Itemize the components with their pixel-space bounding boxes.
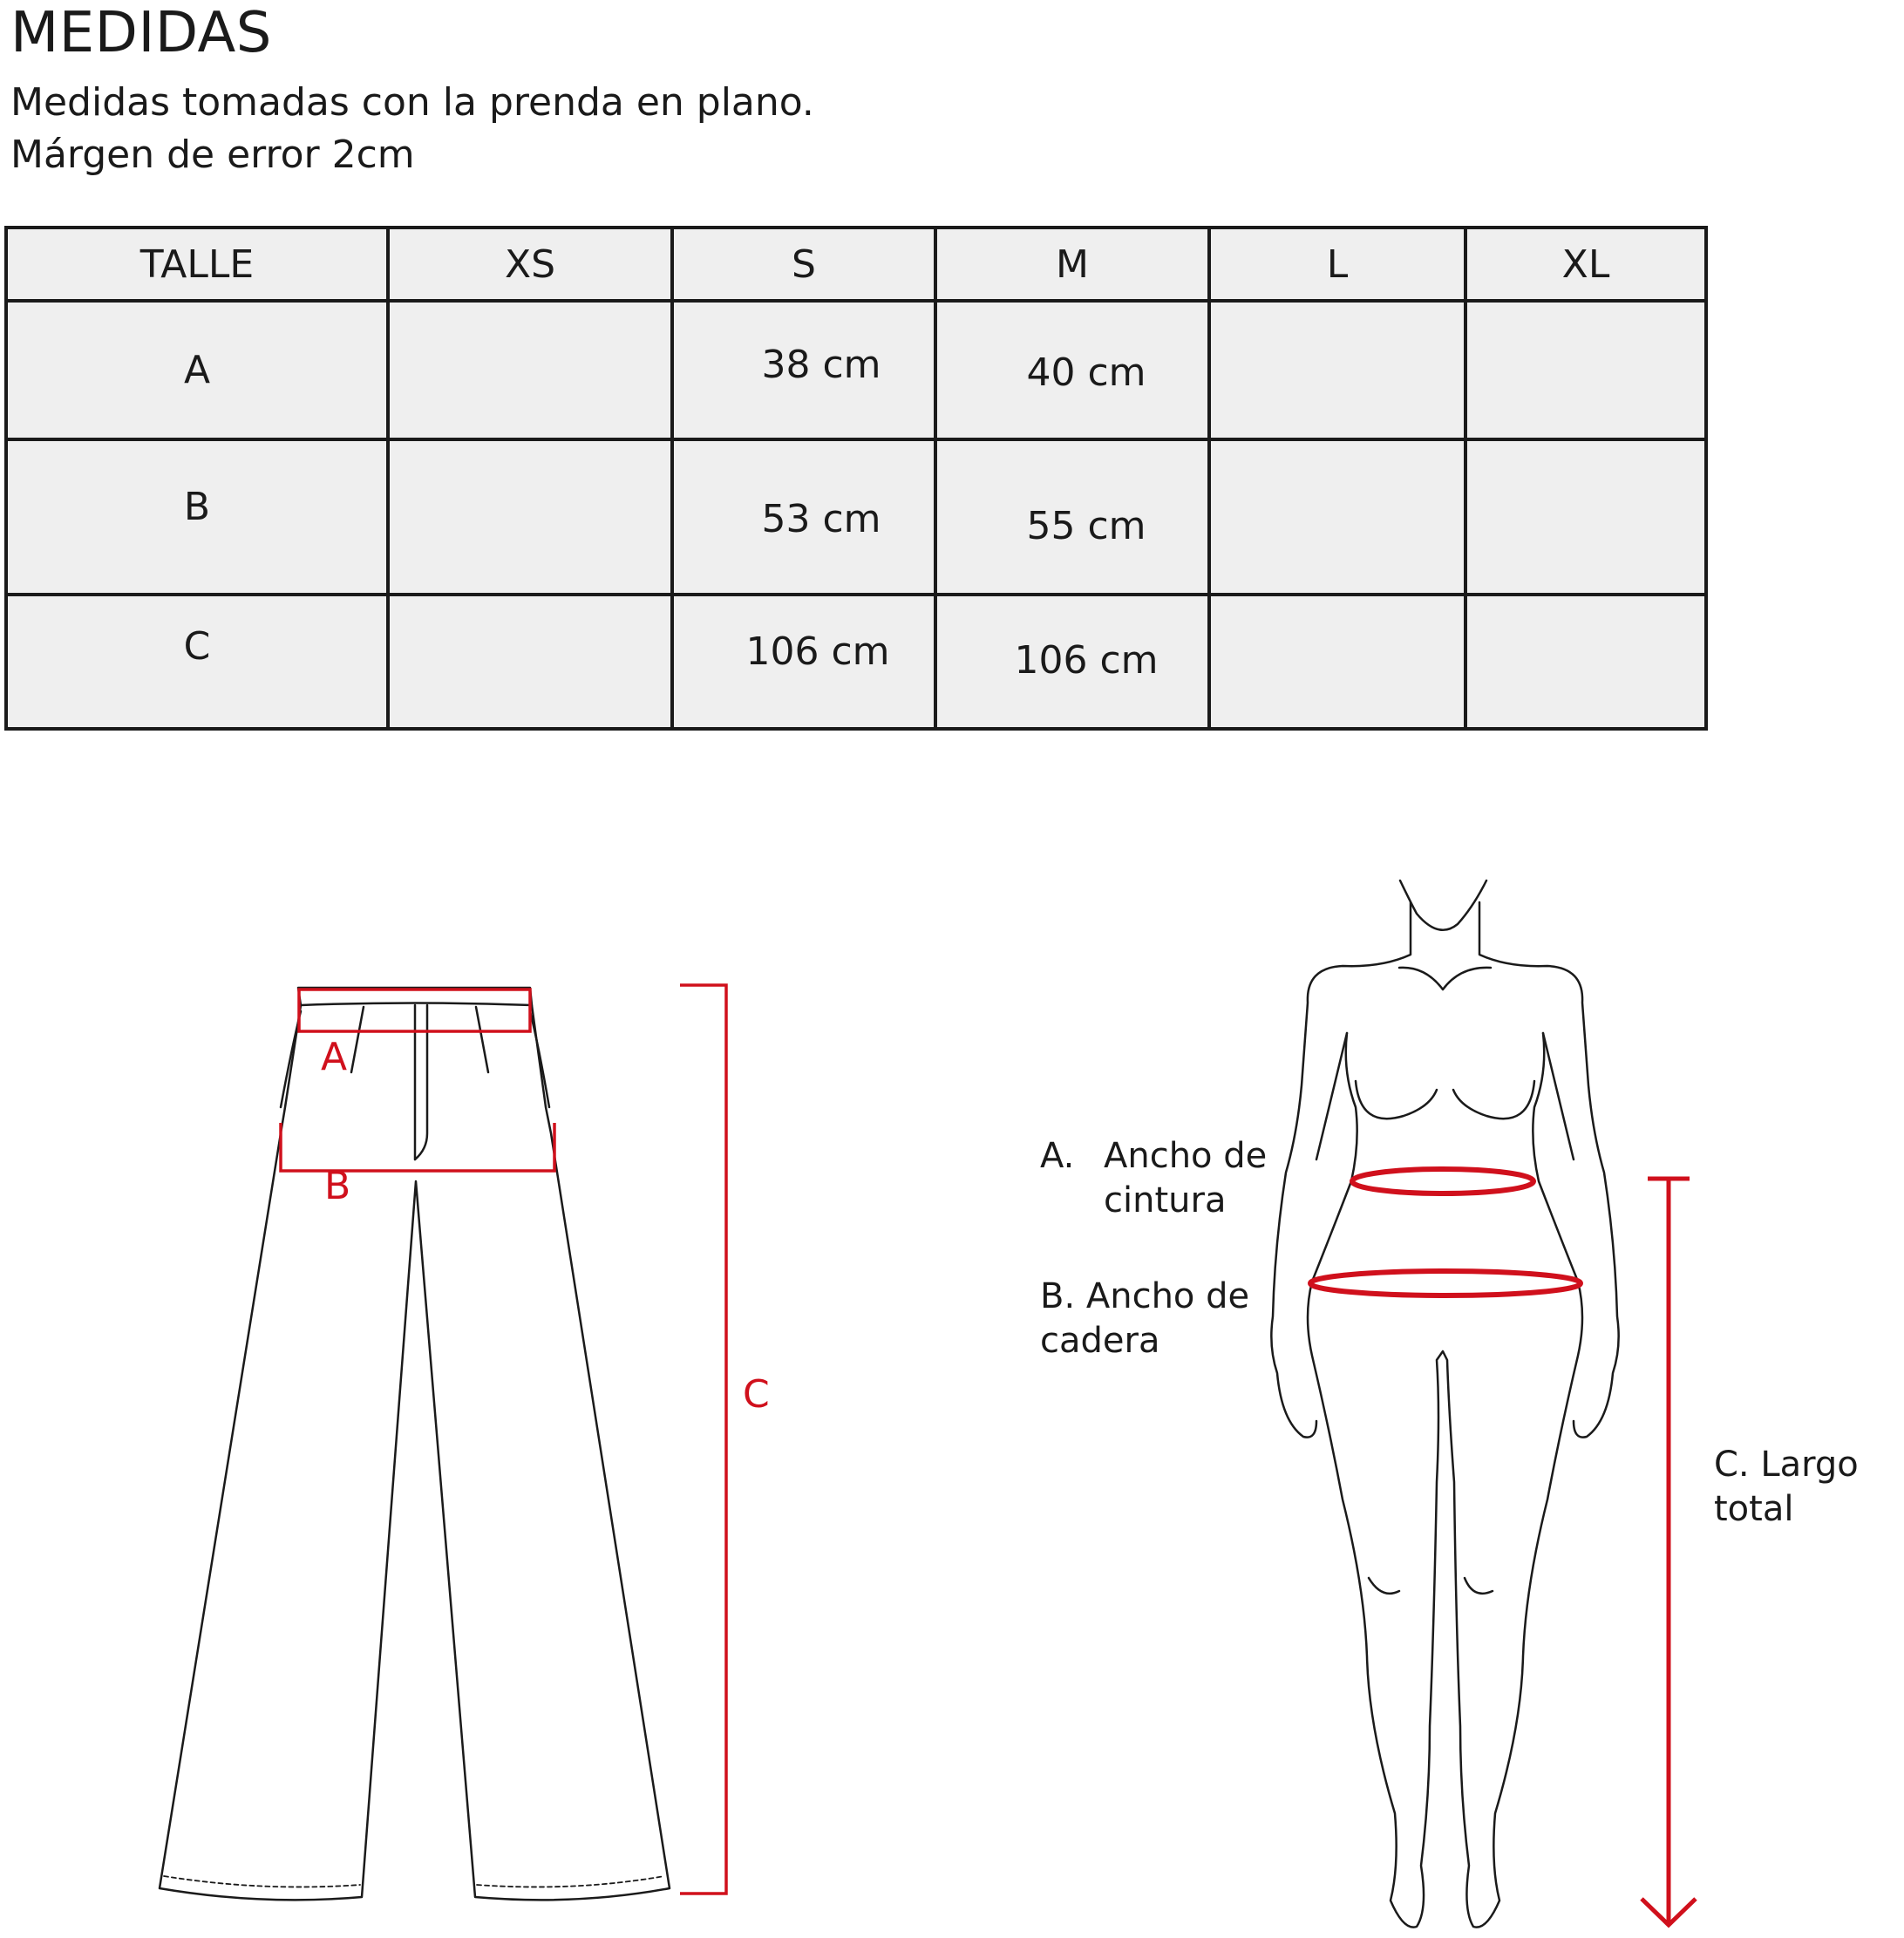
length-arrow [1642,1179,1696,1925]
measure-b-bracket [281,1123,554,1171]
figure-measure-marks [1310,1169,1696,1925]
legend-a-letter: A. [1040,1136,1075,1176]
measure-c-bracket [680,985,726,1894]
cell-c-s-value: 106 cm [745,629,890,674]
pants-measure-marks [281,985,726,1894]
legend-a-line-1: Ancho de [1104,1136,1268,1176]
pants-right-pocket [530,1011,549,1107]
subtitle-line-1: Medidas tomadas con la prenda en plano. [10,80,814,125]
pants-left-hem-stitch [164,1876,360,1887]
cell-c-m-value: 106 cm [1014,637,1159,683]
waist-ring [1352,1169,1533,1193]
legend-c-line-1: C. Largo [1714,1445,1859,1485]
header-m: M [935,228,1209,301]
body-figure [1271,881,1618,1928]
cell-b-s-value: 53 cm [761,496,881,541]
header-xl: XL [1465,228,1706,301]
row-label-a: A [6,301,388,439]
figure-head [1400,881,1486,930]
pants-right-pleat [476,1007,488,1072]
pants-fly [415,1005,427,1159]
page-title: MEDIDAS [10,1,272,65]
cell-a-m-value: 40 cm [1026,350,1146,395]
header-xs: XS [388,228,672,301]
legend-b-line-1: B. Ancho de [1040,1276,1250,1316]
header-talle: TALLE [6,228,388,301]
subtitle-line-2: Márgen de error 2cm [10,133,415,177]
cell-b-m-value: 55 cm [1026,503,1146,548]
legend-b-line-2: cadera [1040,1321,1160,1361]
header-l: L [1209,228,1465,301]
figure-inner-arms [1316,1033,1574,1159]
row-label-c-text: C [183,623,211,669]
pants-left-pleat [351,1007,364,1072]
pants-illustration [160,988,670,1900]
pants-label-c: C [743,1372,770,1417]
figure-knees [1369,1578,1493,1594]
pants-label-a: A [321,1035,348,1079]
pants-right-hem-stitch [477,1876,664,1887]
figure-chest [1356,1081,1534,1119]
hip-ring [1310,1271,1581,1295]
legend-a-line-2: cintura [1104,1180,1227,1221]
cell-a-s-value: 38 cm [761,343,881,387]
pants-label-b: B [324,1164,351,1208]
legend-c-line-2: total [1714,1489,1794,1529]
header-s: S [672,228,935,301]
figure-collarbones [1399,968,1491,989]
row-label-b-text: B [183,484,211,529]
